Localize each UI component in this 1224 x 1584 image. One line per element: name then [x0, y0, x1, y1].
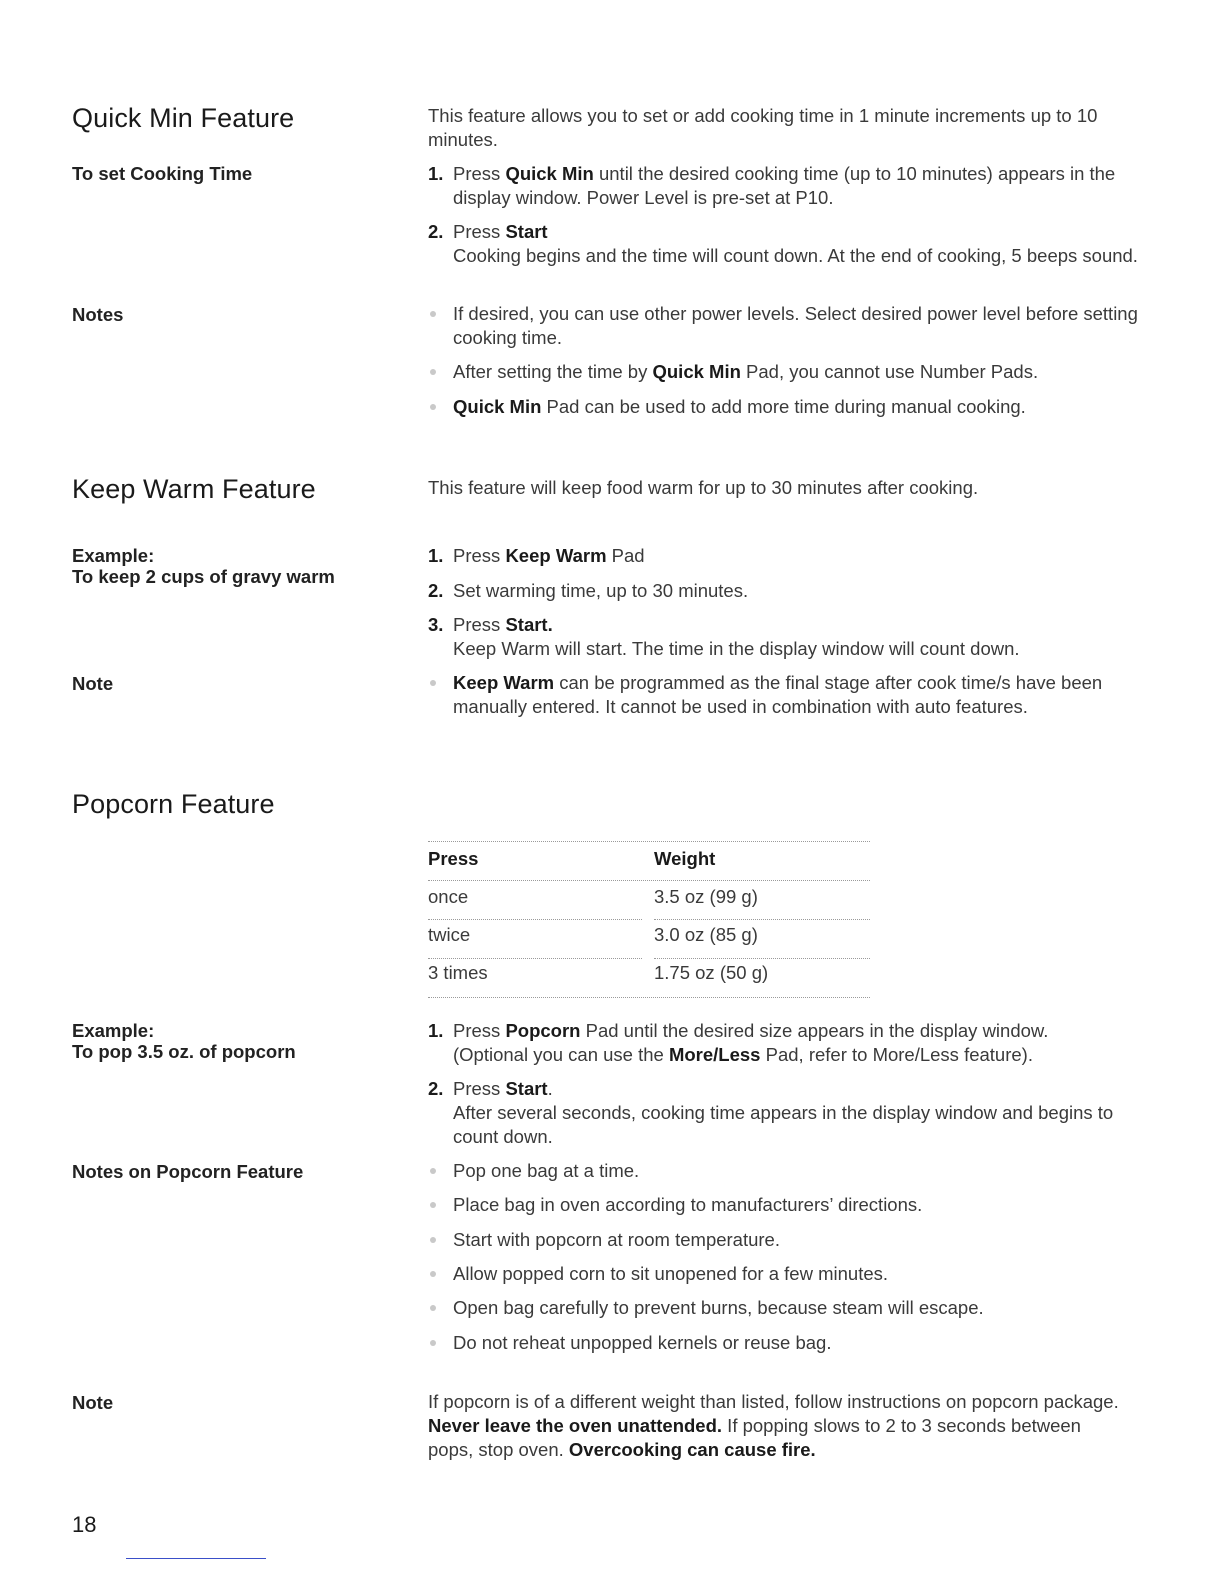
step-number: 2.	[428, 221, 444, 242]
popcorn-title: Popcorn Feature	[72, 789, 275, 819]
column-header-press: Press	[428, 848, 479, 869]
footer-divider	[126, 1558, 266, 1559]
popcorn-note-item: Start with popcorn at room temperature.	[428, 1228, 1148, 1252]
keep-warm-note-label: Note	[72, 673, 114, 694]
popcorn-example-text: To pop 3.5 oz. of popcorn	[72, 1041, 296, 1062]
keep-warm-note: Keep Warm can be programmed as the final stage after cook time/s have been manually entered. It cannot be used in combination with auto features.	[428, 671, 1148, 719]
popcorn-note-item: Allow popped corn to sit unopened for a few minutes.	[428, 1262, 1148, 1286]
quick-min-note-3: Quick Min Pad can be used to add more time during manual cooking.	[428, 395, 1148, 419]
popcorn-note-item: Place bag in oven according to manufacturers’ directions.	[428, 1193, 1148, 1217]
quick-min-note-1: If desired, you can use other power levels. Select desired power level before setting cooking time.	[428, 302, 1148, 350]
bullet-icon	[430, 311, 436, 317]
bullet-icon	[430, 1340, 436, 1346]
popcorn-note-item: Do not reheat unpopped kernels or reuse bag.	[428, 1331, 1148, 1355]
step-detail: After several seconds, cooking time appears in the display window and begins to count down.	[453, 1102, 1114, 1147]
set-cooking-time-label: To set Cooking Time	[72, 163, 253, 184]
page-number: 18	[72, 1512, 97, 1537]
keep-warm-intro: This feature will keep food warm for up to 30 minutes after cooking.	[428, 477, 979, 498]
step-number: 1.	[428, 1020, 444, 1041]
keep-warm-example-label: Example:	[72, 545, 155, 566]
table-cell: twice	[428, 924, 471, 945]
table-row	[428, 954, 870, 992]
step-number: 1.	[428, 545, 444, 566]
popcorn-note-item: Pop one bag at a time.	[428, 1159, 1148, 1183]
table-cell: 3.5 oz (99 g)	[654, 886, 758, 907]
step-number: 2.	[428, 580, 444, 601]
keep-warm-step-3: 3. Press Start. Keep Warm will start. The time in the display window will count down.	[428, 613, 1148, 661]
keep-warm-step-2: 2. Set warming time, up to 30 minutes.	[428, 580, 749, 601]
table-cell: 3 times	[428, 962, 488, 983]
quick-min-intro: This feature allows you to set or add cooking time in 1 minute increments up to 10 minutes.	[428, 105, 1098, 150]
popcorn-warning-note: If popcorn is of a different weight than listed, follow instructions on popcorn package. Never leave the oven unattended. If popping slows to 2 to 3 seconds between pops, stop oven. Overcooking can cause fire.	[428, 1391, 1119, 1460]
column-header-weight: Weight	[654, 848, 716, 869]
popcorn-step-2: 2. Press Start. After several seconds, cooking time appears in the display window and begins to count down.	[428, 1077, 1148, 1149]
popcorn-notes-label: Notes on Popcorn Feature	[72, 1161, 304, 1182]
quick-min-note-2: After setting the time by Quick Min Pad, you cannot use Number Pads.	[428, 360, 1148, 384]
table-row	[428, 878, 870, 916]
step-number: 3.	[428, 614, 444, 635]
quick-min-step-2: 2. Press Start Cooking begins and the time will count down. At the end of cooking, 5 beeps sound.	[428, 220, 1148, 268]
bullet-icon	[430, 1237, 436, 1243]
popcorn-note-label: Note	[72, 1392, 114, 1413]
step-number: 1.	[428, 163, 444, 184]
bullet-icon	[430, 1168, 436, 1174]
bullet-icon	[430, 404, 436, 410]
bullet-icon	[430, 1305, 436, 1311]
step-detail: Cooking begins and the time will count down. At the end of cooking, 5 beeps sound.	[453, 245, 1138, 266]
popcorn-step-1: 1. Press Popcorn Pad until the desired size appears in the display window. (Optional you can use the More/Less Pad, refer to More/Less feature).	[428, 1020, 1049, 1065]
quick-min-title: Quick Min Feature	[72, 103, 295, 133]
keep-warm-title: Keep Warm Feature	[72, 474, 316, 504]
table-row	[428, 916, 870, 954]
keep-warm-step-1: 1. Press Keep Warm Pad	[428, 545, 645, 566]
keep-warm-example-text: To keep 2 cups of gravy warm	[72, 566, 335, 587]
popcorn-example-label: Example:	[72, 1020, 155, 1041]
table-header-row	[428, 840, 870, 878]
step-number: 2.	[428, 1078, 444, 1099]
quick-min-step-1: 1. Press Quick Min until the desired cooking time (up to 10 minutes) appears in the display window. Power Level is pre-set at P10.	[428, 163, 1116, 208]
bullet-icon	[430, 369, 436, 375]
popcorn-weight-table	[428, 840, 870, 992]
bullet-icon	[430, 680, 436, 686]
step-detail: Keep Warm will start. The time in the display window will count down.	[453, 638, 1020, 659]
bullet-icon	[430, 1202, 436, 1208]
table-cell: 3.0 oz (85 g)	[654, 924, 758, 945]
bullet-icon	[430, 1271, 436, 1277]
table-bottom-rule	[428, 997, 870, 998]
table-cell: once	[428, 886, 469, 907]
notes-label: Notes	[72, 304, 124, 325]
popcorn-note-item: Open bag carefully to prevent burns, because steam will escape.	[428, 1296, 1148, 1320]
table-cell: 1.75 oz (50 g)	[654, 962, 769, 983]
